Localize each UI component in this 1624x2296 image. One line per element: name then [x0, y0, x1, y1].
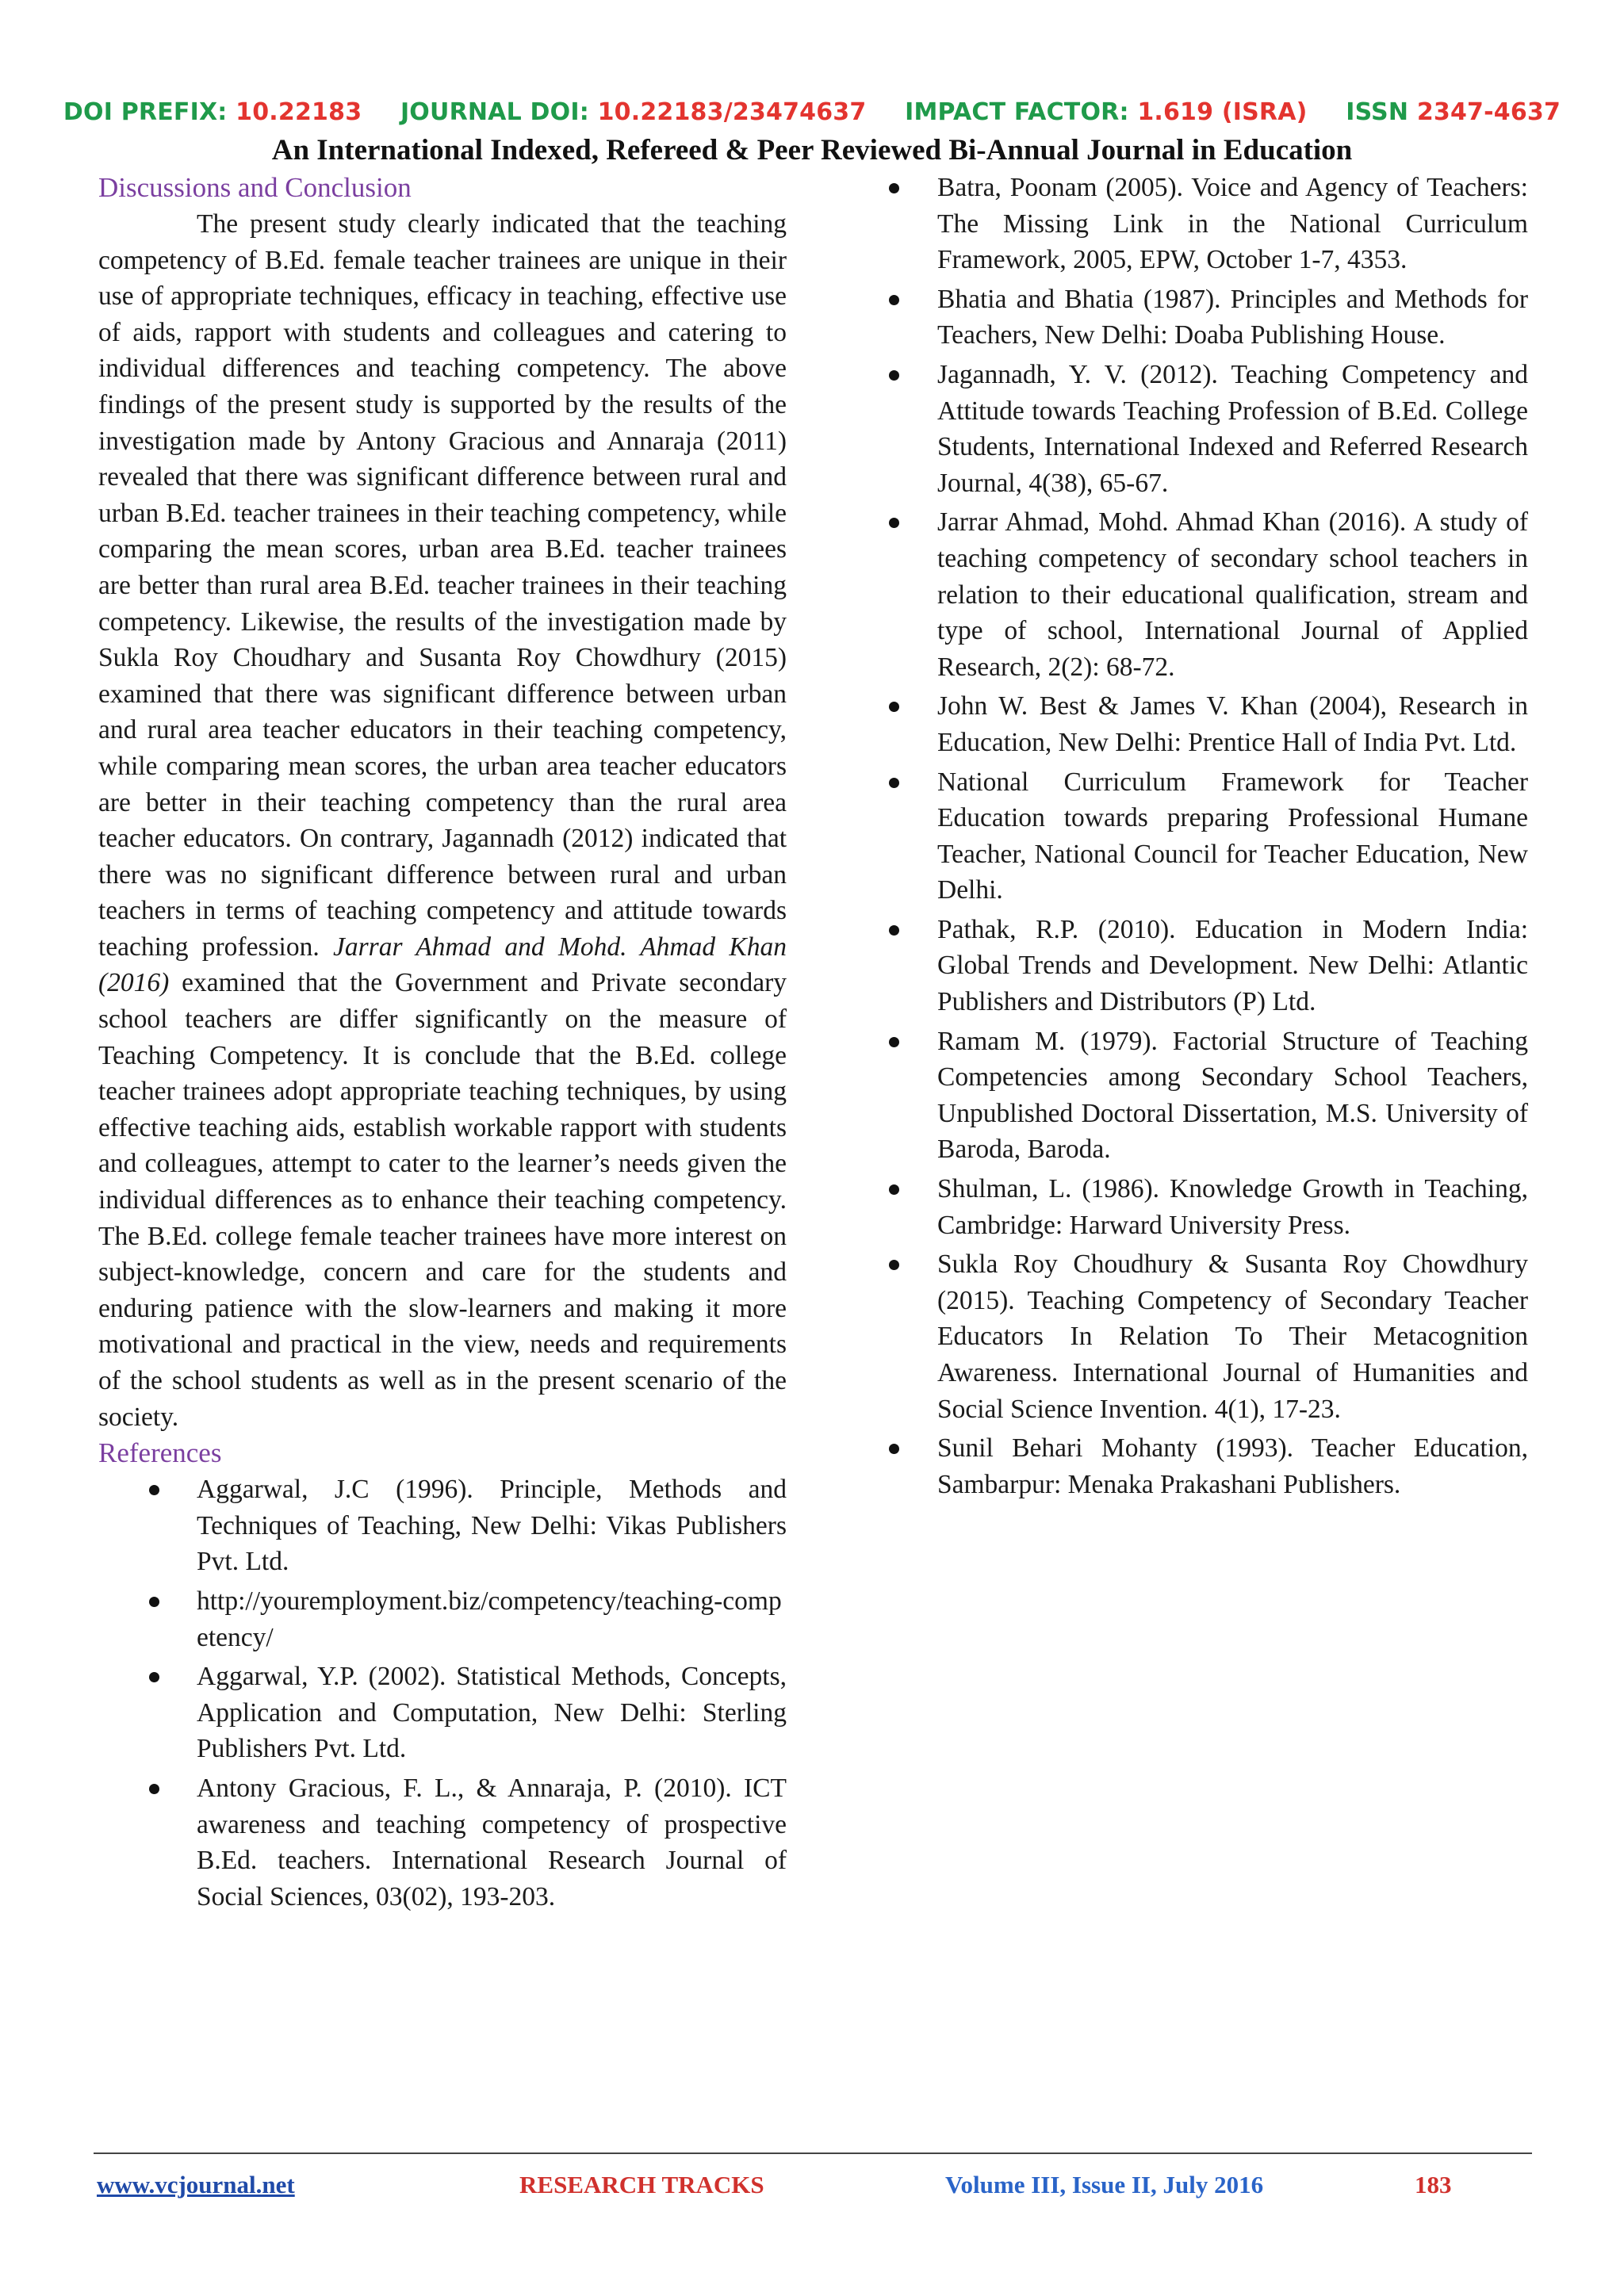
reference-item — [874, 281, 1528, 354]
bullet-icon — [149, 1485, 159, 1495]
reference-text: National Curriculum Framework for Teacher Education towards preparing Professional Humane Teacher, National Council for Teacher Education, New Delhi. — [937, 767, 1528, 905]
reference-text: Sunil Behari Mohanty (1993). Teacher Education, Sambarpur: Menaka Prakashani Publishers. — [937, 1433, 1528, 1499]
reference-item — [874, 1024, 1528, 1168]
footer-journal-name: RESEARCH TRACKS — [519, 2171, 764, 2198]
reference-link[interactable]: http://youremployment.biz/competency/teaching-competency/ — [197, 1586, 782, 1652]
bullet-icon — [149, 1672, 159, 1682]
discussion-paragraph — [98, 206, 787, 1435]
left-column — [98, 170, 787, 1918]
reference-text: Bhatia and Bhatia (1987). Principles and Methods for Teachers, New Delhi: Doaba Publishing House. — [937, 284, 1528, 350]
reference-item — [98, 1770, 787, 1915]
reference-text: Shulman, L. (1986). Knowledge Growth in Teaching, Cambridge: Harward University Press. — [937, 1174, 1528, 1240]
discussion-text-2: examined that the Government and Private secondary school teachers are differ significantly on the measure of Teaching Competency. It is conclude that the B.Ed. college teacher trainees adopt appropriate teaching techniques, by using effective teaching aids, establish workable rapport with students and colleagues, attempt to cater to the learner’s needs given the individual differences as to enhance their teaching competency. The B.Ed. college female teacher trainees have more interest on subject-knowledge, concern and care for the students and enduring patience with the slow-learners and making it more motivational and practical in the view, needs and requirements of the school students as well as in the present scenario of the society. — [98, 968, 787, 1432]
reference-item — [98, 1659, 787, 1767]
reference-item — [874, 764, 1528, 909]
reference-text: Sukla Roy Choudhury & Susanta Roy Chowdhury (2015). Teaching Competency of Secondary Teacher Educators In Relation To Their Metacognition Awareness. International Journal of Humanities and Social Science Invention. 4(1), 17-23. — [937, 1249, 1528, 1424]
reference-item — [874, 357, 1528, 501]
journal-identifiers — [0, 98, 1624, 126]
bullet-icon — [889, 1184, 899, 1195]
bullet-icon — [889, 1444, 899, 1454]
bullet-icon — [149, 1784, 159, 1794]
reference-item — [874, 1430, 1528, 1502]
footer-page-number: 183 — [1415, 2171, 1452, 2198]
reference-item — [874, 1246, 1528, 1427]
issn-value: 2347-4637 — [1416, 98, 1561, 126]
reference-item — [98, 1583, 787, 1655]
bullet-icon — [889, 1037, 899, 1047]
reference-item — [98, 1471, 787, 1580]
doi-prefix-value: 10.22183 — [236, 98, 362, 126]
reference-list-right — [874, 170, 1528, 1502]
bullet-icon — [889, 1260, 899, 1270]
bullet-icon — [889, 702, 899, 712]
reference-item — [874, 688, 1528, 760]
footer-website-link[interactable]: www.vcjournal.net — [97, 2171, 295, 2198]
references-heading: References — [98, 1437, 222, 1469]
impact-factor-label: IMPACT FACTOR: — [905, 98, 1129, 126]
reference-list-left — [98, 1471, 787, 1915]
bullet-icon — [889, 778, 899, 788]
discussion-italic-citation: Jarrar Ahmad and Mohd. Ahmad Khan (2016) — [98, 932, 787, 998]
reference-text: John W. Best & James V. Khan (2004), Research in Education, New Delhi: Prentice Hall of India Pvt. Ltd. — [937, 691, 1528, 757]
reference-item — [874, 504, 1528, 685]
reference-text: Jarrar Ahmad, Mohd. Ahmad Khan (2016). A study of teaching competency of secondary school teachers in relation to their educational qualification, stream and type of school, International Journal of Applied Research, 2(2): 68-72. — [937, 507, 1528, 682]
reference-text: Aggarwal, Y.P. (2002). Statistical Methods, Concepts, Application and Computation, New Delhi: Sterling Publishers Pvt. Ltd. — [197, 1662, 787, 1764]
reference-text: Pathak, R.P. (2010). Education in Modern India: Global Trends and Development. New Delhi: Atlantic Publishers and Distributors (P) Ltd. — [937, 914, 1528, 1017]
impact-factor-value: 1.619 (ISRA) — [1137, 98, 1308, 126]
journal-subtitle: An International Indexed, Refereed & Peer Reviewed Bi-Annual Journal in Education — [271, 134, 1353, 166]
journal-doi-label: JOURNAL DOI: — [400, 98, 589, 126]
reference-text: Aggarwal, J.C (1996). Principle, Methods and Techniques of Teaching, New Delhi: Vikas Publishers Pvt. Ltd. — [197, 1475, 787, 1577]
bullet-icon — [889, 370, 899, 381]
reference-item — [874, 912, 1528, 1020]
journal-doi-value: 10.22183/23474637 — [597, 98, 867, 126]
bullet-icon — [889, 295, 899, 305]
bullet-icon — [149, 1597, 159, 1607]
bullet-icon — [889, 183, 899, 193]
reference-item — [874, 1171, 1528, 1243]
reference-item — [874, 170, 1528, 278]
discussion-text-1: The present study clearly indicated that the teaching competency of B.Ed. female teacher trainees are unique in their use of appropriate techniques, efficacy in teaching, effective use of aids, rapport with students and colleagues and catering to individual differences and teaching competency. The above findings of the present study is supported by the results of the investigation made by Antony Gracious and Annaraja (2011) revealed that there was significant difference between rural and urban B.Ed. teacher trainees in their teaching competency, while comparing the mean scores, urban area B.Ed. teacher trainees are better than rural area B.Ed. teacher trainees in their teaching competency. Likewise, the results of the investigation made by Sukla Roy Choudhary and Susanta Roy Chowdhury (2015) examined that there was significant difference between urban and rural area teacher educators in their teaching competency, while comparing mean scores, the urban area teacher educators are better in their teaching competency than the rural area teacher educators. On contrary, Jagannadh (2012) indicated that there was no significant difference between rural and urban teachers in terms of teaching competency and attitude towards teaching profession. — [98, 209, 787, 962]
reference-text: Jagannadh, Y. V. (2012). Teaching Competency and Attitude towards Teaching Profession of B.Ed. College Students, International Indexed and Referred Research Journal, 4(38), 65-67. — [937, 359, 1528, 498]
footer-divider — [94, 2152, 1532, 2154]
reference-text: Antony Gracious, F. L., & Annaraja, P. (2010). ICT awareness and teaching competency of prospective B.Ed. teachers. International Research Journal of Social Sciences, 03(02), 193-203. — [197, 1773, 787, 1911]
bullet-icon — [889, 518, 899, 528]
doi-prefix-label: DOI PREFIX: — [63, 98, 228, 126]
bullet-icon — [889, 925, 899, 936]
issn-label: ISSN — [1346, 98, 1409, 126]
reference-text: Ramam M. (1979). Factorial Structure of Teaching Competencies among Secondary School Teachers, Unpublished Doctoral Dissertation, M.S. University of Baroda, Baroda. — [937, 1026, 1528, 1165]
reference-text: Batra, Poonam (2005). Voice and Agency of Teachers: The Missing Link in the National Curriculum Framework, 2005, EPW, October 1-7, 4353. — [937, 173, 1528, 275]
right-column — [874, 170, 1528, 1506]
discussion-heading: Discussions and Conclusion — [98, 172, 412, 203]
footer-volume-issue: Volume III, Issue II, July 2016 — [945, 2171, 1264, 2198]
